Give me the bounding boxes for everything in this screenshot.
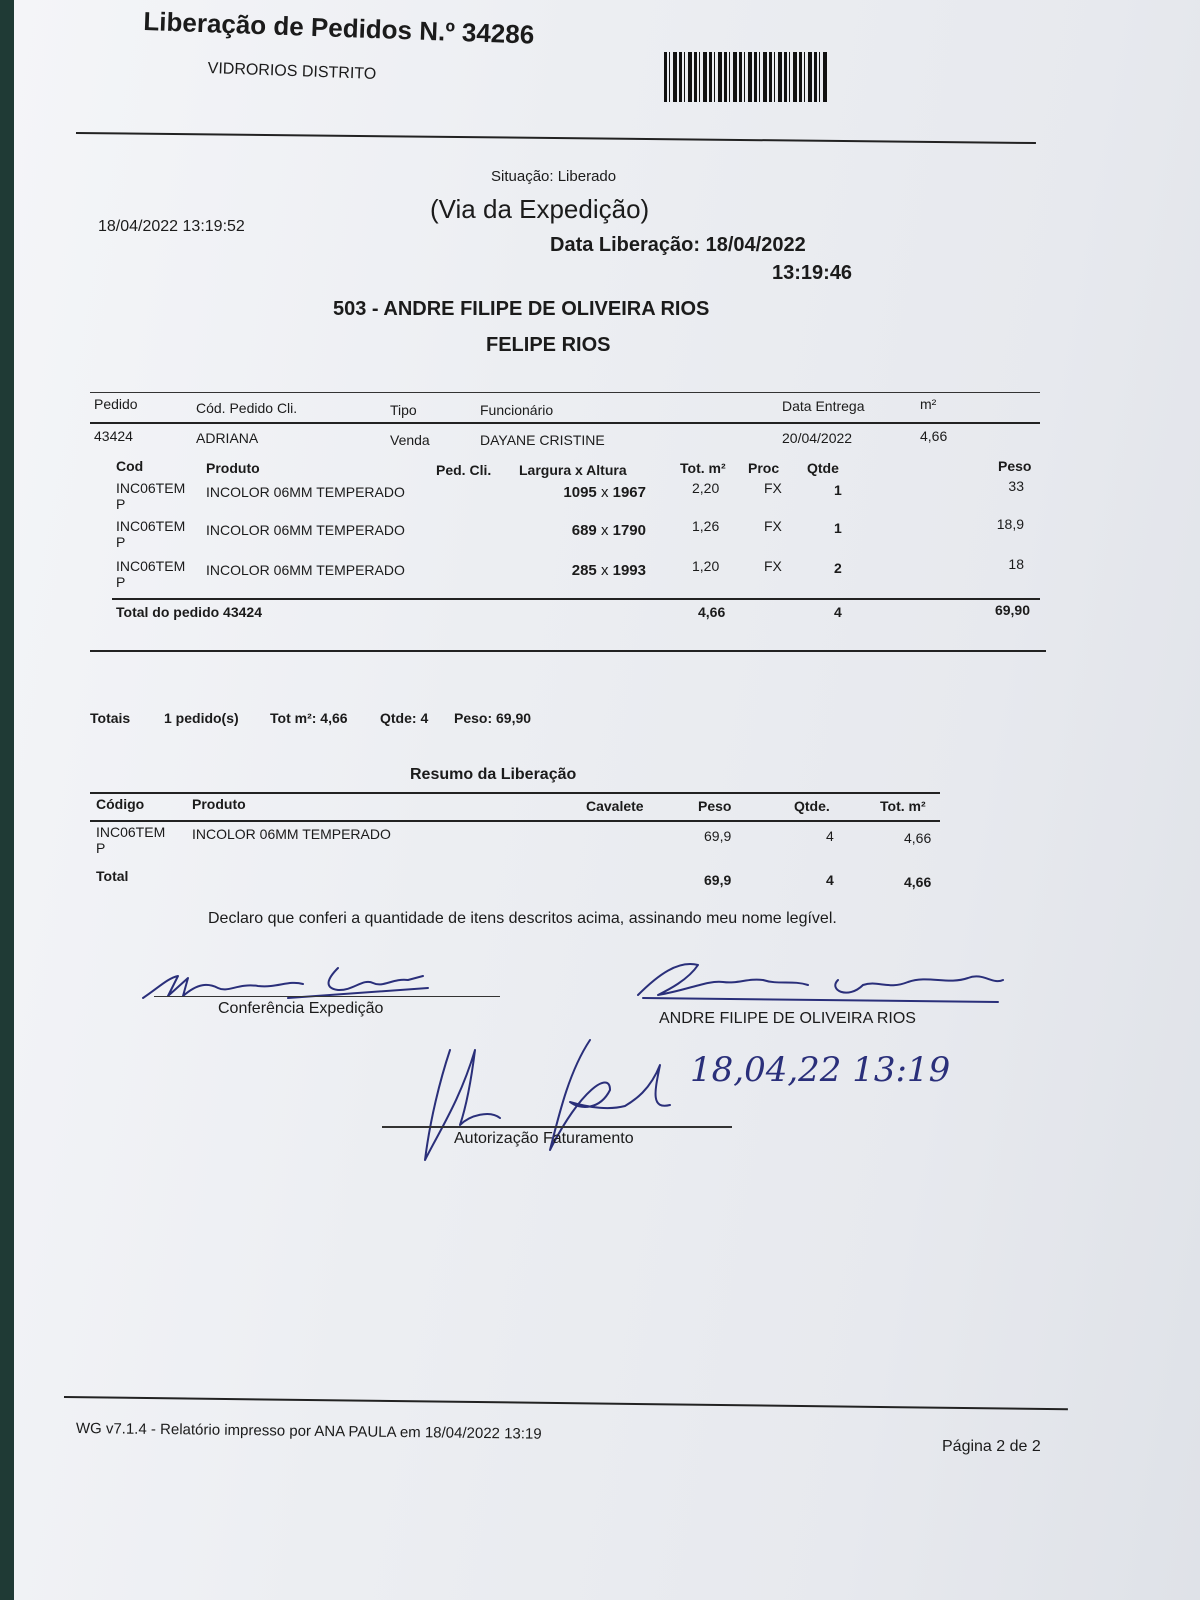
totais-peso: Peso: 69,90 — [454, 710, 532, 726]
resumo-col-codigo: Código — [96, 796, 145, 812]
row-dimensions: 1095 x 1967 — [563, 484, 646, 501]
resumo-header-rule — [90, 820, 940, 822]
resumo-produto: INCOLOR 06MM TEMPERADO — [192, 826, 391, 842]
resumo-total-label: Total — [96, 868, 129, 884]
row-cod: INC06TEM — [116, 518, 186, 534]
footer-rule — [64, 1396, 1068, 1410]
order-total-peso: 69,90 — [994, 602, 1030, 618]
row-dimensions: 285 x 1993 — [571, 562, 646, 579]
col-ped-cli: Ped. Cli. — [436, 462, 492, 478]
row-produto: INCOLOR 06MM TEMPERADO — [206, 522, 405, 538]
col-produto: Produto — [206, 460, 260, 476]
order-total-m2: 4,66 — [698, 604, 726, 620]
row-qtde: 2 — [834, 560, 842, 576]
row-cod-suffix: P — [116, 534, 126, 550]
resumo-col-peso: Peso — [698, 798, 732, 814]
company-name: VIDRORIOS DISTRITO — [207, 60, 377, 83]
resumo-peso: 69,9 — [704, 828, 732, 844]
label-funcionario: Funcionário — [480, 402, 554, 418]
signature-cliente — [628, 950, 1008, 1010]
col-tot-m2: Tot. m² — [680, 460, 726, 476]
resumo-title: Resumo da Liberação — [410, 766, 577, 783]
row-qtde: 1 — [834, 482, 842, 498]
row-tot-m2: 1,20 — [692, 558, 720, 574]
resumo-col-produto: Produto — [192, 796, 246, 812]
status-text: Situação: Liberado — [491, 168, 617, 185]
resumo-total-tot-m2: 4,66 — [904, 874, 932, 890]
printed-datetime: 18/04/2022 13:19:52 — [98, 218, 245, 235]
document-page — [14, 0, 1200, 1600]
declaration-text: Declaro que conferi a quantidade de itens descritos acima, assinando meu nome legível. — [208, 910, 837, 927]
row-peso: 18 — [1008, 556, 1024, 572]
release-time: 13:19:46 — [772, 262, 853, 284]
value-m2: 4,66 — [920, 428, 948, 444]
cliente-sign-label: ANDRE FILIPE DE OLIVEIRA RIOS — [659, 1010, 916, 1027]
release-date: Data Liberação: 18/04/2022 — [550, 234, 806, 256]
label-pedido: Pedido — [94, 396, 138, 412]
row-peso: 33 — [1008, 478, 1024, 494]
order-total-qtde: 4 — [834, 604, 842, 620]
row-cod-suffix: P — [116, 496, 126, 512]
row-proc: FX — [764, 518, 782, 534]
col-proc: Proc — [748, 460, 780, 476]
signature-autorizacao — [410, 1030, 690, 1170]
row-proc: FX — [764, 558, 782, 574]
row-produto: INCOLOR 06MM TEMPERADO — [206, 562, 405, 578]
autorizacao-sign-line — [382, 1126, 732, 1128]
handwritten-date: 18,04,22 13:19 — [690, 1050, 951, 1090]
footer-printed-by: WG v7.1.4 - Relatório impresso por ANA PAULA em 18/04/2022 13:19 — [75, 1420, 542, 1443]
col-peso: Peso — [998, 458, 1032, 474]
row-cod: INC06TEM — [116, 558, 186, 574]
totais-qtde: Qtde: 4 — [380, 710, 429, 726]
resumo-tot-m2: 4,66 — [904, 830, 932, 846]
value-tipo: Venda — [390, 432, 430, 448]
resumo-col-tot-m2: Tot. m² — [880, 798, 926, 814]
document-title: Liberação de Pedidos N.º 34286 — [142, 6, 535, 50]
label-m2: m² — [920, 396, 937, 412]
label-data-entrega: Data Entrega — [782, 398, 865, 414]
resumo-codigo: INC06TEM — [96, 824, 166, 840]
via-label: (Via da Expedição) — [430, 194, 650, 224]
client-name: 503 - ANDRE FILIPE DE OLIVEIRA RIOS — [333, 298, 710, 320]
value-funcionario: DAYANE CRISTINE — [480, 432, 605, 448]
totais-pedidos: 1 pedido(s) — [164, 710, 239, 726]
resumo-total-peso: 69,9 — [704, 872, 732, 888]
row-peso: 18,9 — [996, 516, 1024, 532]
label-tipo: Tipo — [390, 402, 417, 418]
totais-label: Totais — [90, 710, 131, 726]
header-divider — [76, 132, 1036, 144]
resumo-top-rule — [90, 792, 940, 794]
row-cod: INC06TEM — [116, 480, 186, 496]
totais-m2: Tot m²: 4,66 — [270, 710, 348, 726]
client-nickname: FELIPE RIOS — [486, 334, 611, 356]
resumo-col-qtde: Qtde. — [794, 798, 830, 814]
resumo-qtde: 4 — [826, 828, 834, 844]
section-divider — [90, 650, 1046, 652]
resumo-total-qtde: 4 — [826, 872, 834, 888]
order-total-label: Total do pedido 43424 — [116, 604, 262, 620]
items-total-rule — [112, 598, 1040, 600]
label-cod-pedido-cli: Cód. Pedido Cli. — [196, 400, 298, 416]
value-data-entrega: 20/04/2022 — [782, 430, 853, 446]
conferencia-sign-line — [154, 996, 500, 997]
value-pedido: 43424 — [94, 428, 133, 444]
row-dimensions: 689 x 1790 — [571, 522, 646, 539]
barcode — [664, 52, 828, 102]
page-number: Página 2 de 2 — [942, 1438, 1041, 1455]
row-tot-m2: 2,20 — [692, 480, 720, 496]
col-cod: Cod — [116, 458, 144, 474]
col-largura-altura: Largura x Altura — [519, 462, 627, 478]
conferencia-label: Conferência Expedição — [218, 1000, 384, 1017]
order-top-rule — [90, 392, 1040, 393]
row-qtde: 1 — [834, 520, 842, 536]
resumo-codigo-suffix: P — [96, 840, 106, 856]
row-tot-m2: 1,26 — [692, 518, 720, 534]
autorizacao-label: Autorização Faturamento — [454, 1130, 634, 1147]
row-produto: INCOLOR 06MM TEMPERADO — [206, 484, 405, 500]
resumo-col-cavalete: Cavalete — [586, 798, 644, 814]
value-cod-pedido-cli: ADRIANA — [196, 430, 259, 446]
order-header-rule — [90, 422, 1040, 424]
row-proc: FX — [764, 480, 782, 496]
col-qtde: Qtde — [807, 460, 839, 476]
row-cod-suffix: P — [116, 574, 126, 590]
